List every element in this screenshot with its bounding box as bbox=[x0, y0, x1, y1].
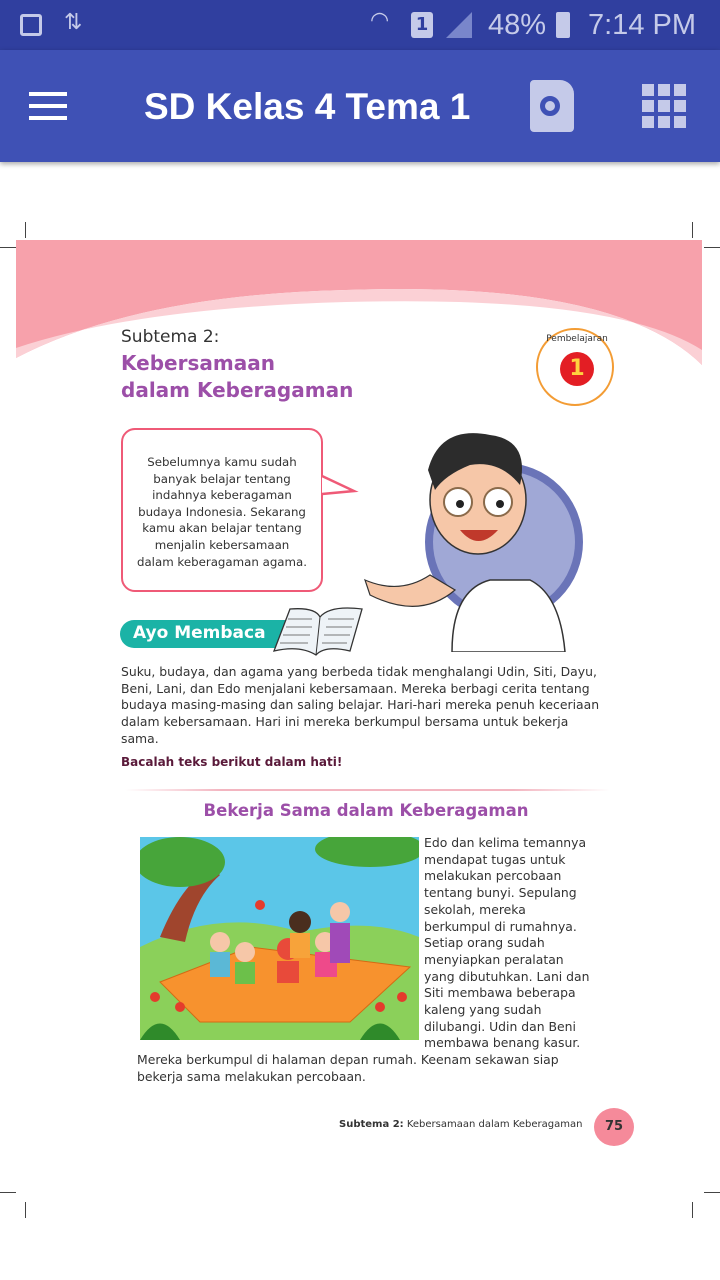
crop-mark bbox=[25, 222, 26, 238]
divider bbox=[125, 789, 610, 791]
signal-icon bbox=[446, 12, 472, 38]
app-bar bbox=[0, 50, 720, 162]
document-search-icon[interactable] bbox=[530, 80, 574, 132]
footer-subtitle: Kebersamaan dalam Keberagaman bbox=[406, 1119, 583, 1130]
speech-line: banyak belajar tentang bbox=[153, 471, 291, 486]
speech-line: Sebelumnya kamu sudah bbox=[147, 455, 297, 469]
story-line: menyiapkan peralatan bbox=[424, 951, 564, 967]
speech-line: kamu akan belajar tentang bbox=[142, 521, 302, 536]
pembelajaran-badge bbox=[536, 328, 614, 406]
intro-line: sama. bbox=[121, 730, 159, 746]
story-line: tentang bunyi. Sepulang bbox=[424, 885, 577, 901]
intro-line: budaya masing-masing dan saling belajar. Hari-hari mereka penuh keceriaan bbox=[121, 697, 600, 713]
crop-mark bbox=[25, 1202, 26, 1218]
speech-line: menjalin kebersamaan bbox=[154, 537, 290, 552]
story-line: Mereka berkumpul di halaman depan rumah. Keenam sekawan siap bbox=[137, 1052, 559, 1067]
open-book-icon bbox=[270, 603, 365, 657]
story-line: dilubangi. Udin dan Beni bbox=[424, 1018, 576, 1034]
instruction: Bacalah teks berikut dalam hati! bbox=[121, 755, 343, 769]
story-line: membawa benang kasur. bbox=[424, 1035, 581, 1051]
badge-number: 1 bbox=[560, 352, 594, 386]
intro-line: Beni, Lani, dan Edo menjalani kebersamaan. Mereka berbagi cerita tentang bbox=[121, 680, 590, 696]
story-line: Edo dan kelima temannya bbox=[424, 835, 587, 850]
page-title bbox=[121, 350, 353, 404]
children-picnic-illustration bbox=[140, 837, 419, 1040]
speech-bubble-tail bbox=[320, 470, 360, 500]
crop-mark bbox=[0, 247, 16, 248]
crop-mark bbox=[704, 1192, 720, 1193]
story-line: Setiap orang sudah bbox=[424, 935, 545, 951]
crop-mark bbox=[704, 247, 720, 248]
story-line: yang dibutuhkan. Lani dan bbox=[424, 968, 590, 984]
story-line: bekerja sama melakukan percobaan. bbox=[137, 1068, 366, 1084]
speech-bubble bbox=[121, 428, 323, 592]
battery-charging-icon bbox=[556, 12, 570, 38]
crop-mark bbox=[692, 1202, 693, 1218]
intro-line: Suku, budaya, dan agama yang berbeda tidak menghalangi Udin, Siti, Dayu, bbox=[121, 664, 597, 679]
intro-line: dalam kebersamaan. Hari ini mereka berkumpul bersama untuk bekerja bbox=[121, 714, 569, 730]
ayo-membaca-label: Ayo Membaca bbox=[120, 620, 290, 648]
crop-mark bbox=[692, 222, 693, 238]
title-line: dalam Keberagaman bbox=[121, 378, 354, 402]
gallery-icon bbox=[20, 14, 42, 36]
story-bottom-text bbox=[137, 1052, 559, 1085]
story-line: Siti membawa beberapa bbox=[424, 985, 576, 1001]
badge-label: Pembelajaran bbox=[546, 334, 608, 344]
menu-icon[interactable] bbox=[29, 92, 67, 120]
grid-icon[interactable] bbox=[642, 84, 686, 128]
subtema-label: Subtema 2: bbox=[121, 327, 220, 347]
story-side-text bbox=[424, 835, 590, 1052]
download-upload-icon: ⇅ bbox=[64, 10, 83, 35]
page-number: 75 bbox=[594, 1108, 634, 1146]
sim-icon: 1 bbox=[411, 12, 433, 38]
story-title: Bekerja Sama dalam Keberagaman bbox=[203, 801, 529, 820]
footer-subtema: Subtema 2: bbox=[339, 1119, 404, 1130]
story-line: berkumpul di rumahnya. bbox=[424, 918, 577, 934]
story-line: kaleng yang sudah bbox=[424, 1002, 542, 1018]
crop-mark bbox=[0, 1192, 16, 1193]
intro-paragraph bbox=[121, 664, 599, 748]
speech-line: budaya Indonesia. Sekarang bbox=[138, 504, 306, 519]
battery-percent: 48% bbox=[488, 9, 547, 41]
speech-line: dalam keberagaman agama. bbox=[136, 554, 308, 569]
title-line: Kebersamaan bbox=[121, 351, 275, 375]
status-bar bbox=[0, 0, 720, 50]
clock: 7:14 PM bbox=[588, 9, 696, 41]
story-line: sekolah, mereka bbox=[424, 901, 526, 917]
speech-line: indahnya keberagaman bbox=[152, 488, 292, 503]
story-line: melakukan percobaan bbox=[424, 868, 562, 884]
boy-illustration bbox=[360, 430, 585, 652]
app-title: SD Kelas 4 Tema 1 bbox=[144, 86, 471, 127]
wifi-icon: ◠ bbox=[370, 8, 390, 33]
page-footer bbox=[339, 1119, 582, 1130]
story-line: mendapat tugas untuk bbox=[424, 851, 566, 867]
